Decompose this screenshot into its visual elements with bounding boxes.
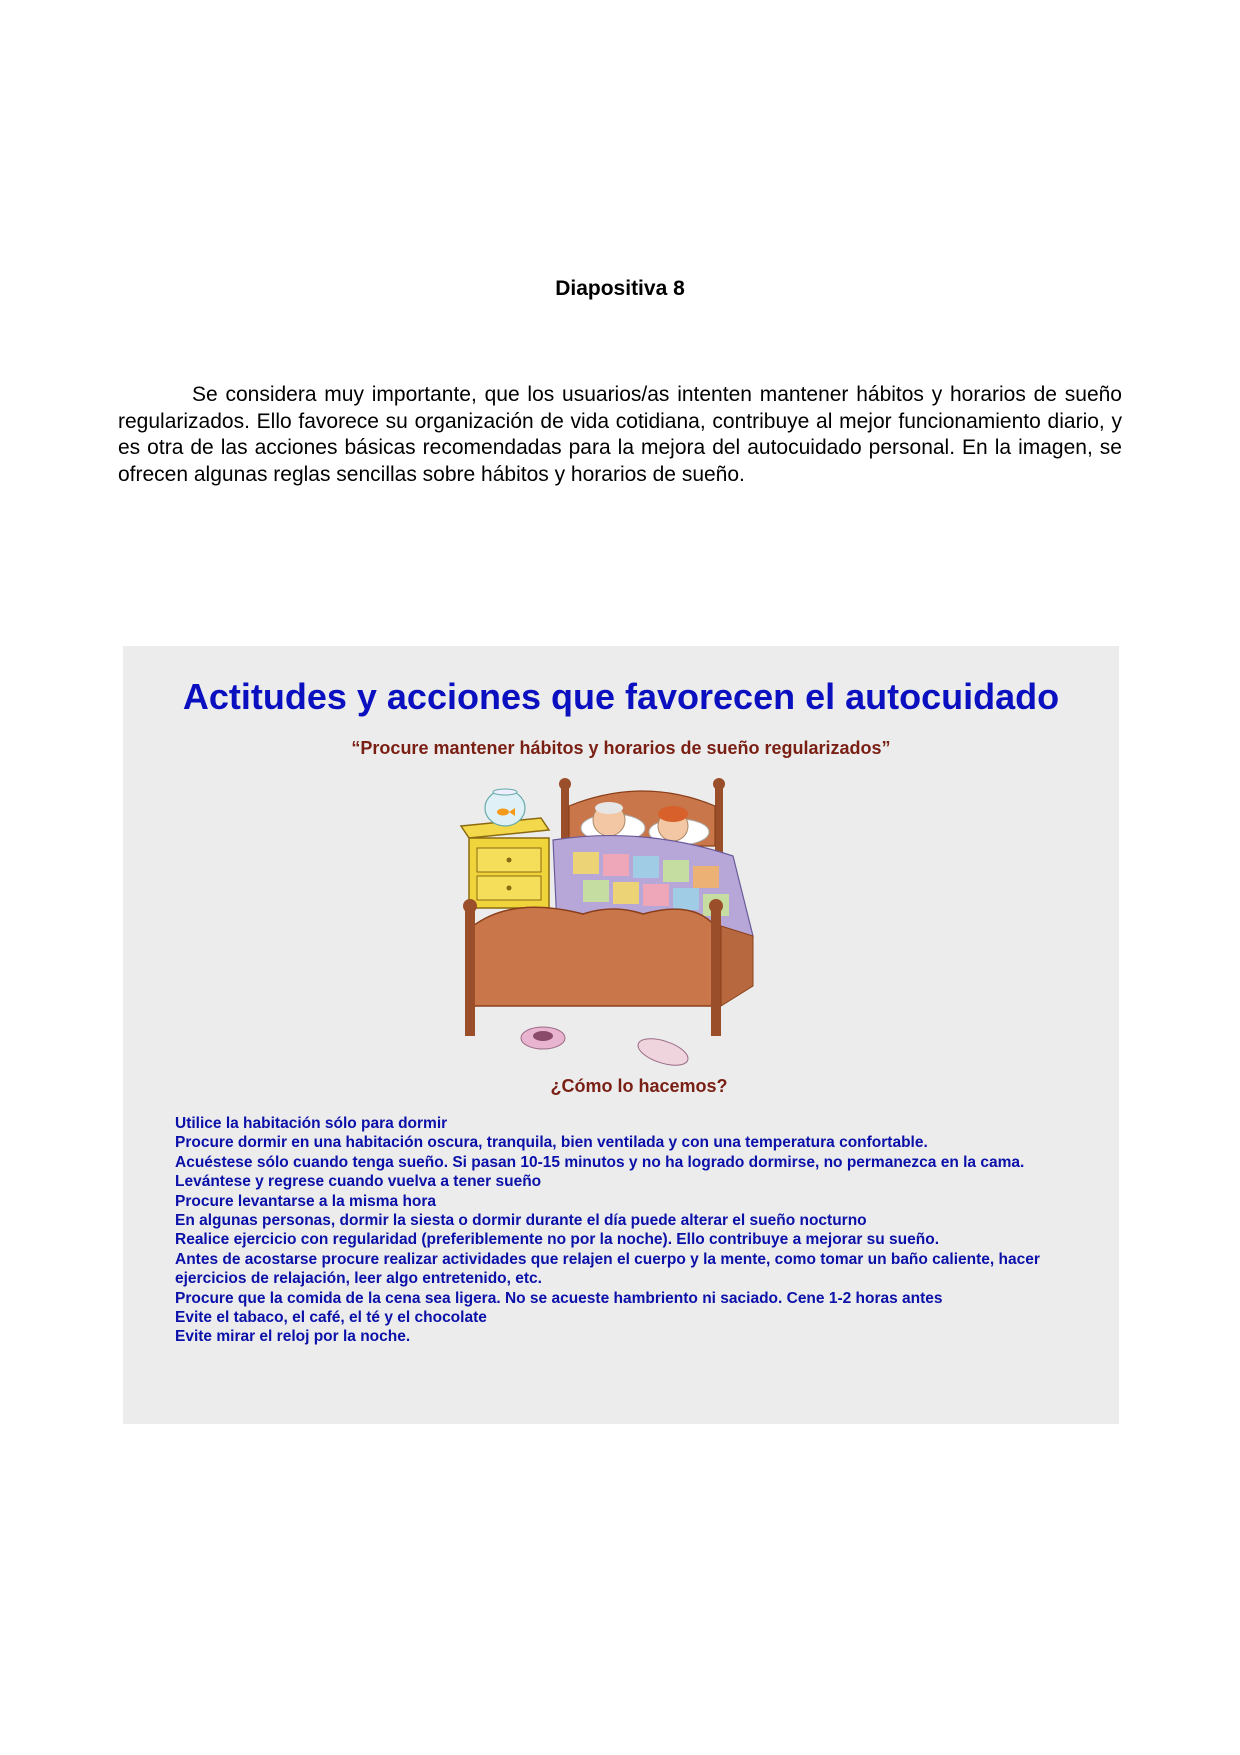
tip-item: Procure dormir en una habitación oscura, tranquila, bien ventilada y con una temperatura confortable. xyxy=(175,1134,928,1152)
footboard xyxy=(463,899,753,1036)
tip-item: En algunas personas, dormir la siesta o dormir durante el día puede alterar el sueño nocturno xyxy=(175,1212,867,1230)
tip-item: Procure que la comida de la cena sea ligera. No se acueste hambriento ni saciado. Cene 1-2 horas antes xyxy=(175,1289,943,1307)
how-heading: ¿Cómo lo hacemos? xyxy=(550,1076,728,1096)
slide-subtitle: “Procure mantener hábitos y horarios de sueño regularizados” xyxy=(351,738,891,758)
slide-title: Actitudes y acciones que favorecen el autocuidado xyxy=(182,676,1060,717)
tip-item: Antes de acostarse procure realizar actividades que relajen el cuerpo y la mente, como tomar un baño caliente, hacer ejercicios de relajación, leer algo entretenido, etc. xyxy=(175,1250,1040,1288)
slippers xyxy=(521,1027,691,1066)
intro-paragraph: Se considera muy importante, que los usuarios/as intenten mantener hábitos y horarios de sueño regularizados. Ello favorece su organización de vida cotidiana, contribuye al mejor funcionamiento diario, y es otra de las acciones básicas recomendadas para la mejora del autocuidado personal. En la imagen, se ofrecen algunas reglas sencillas sobre hábitos y horarios de sueño. xyxy=(118,383,1122,486)
page-heading: Diapositiva 8 xyxy=(555,277,685,300)
nightstand xyxy=(461,818,549,908)
fishbowl xyxy=(485,789,525,826)
tip-item: Levántese y regrese cuando vuelva a tener sueño xyxy=(175,1173,542,1191)
tip-item: Realice ejercicio con regularidad (preferiblemente no por la noche). Ello contribuye a mejorar su sueño. xyxy=(175,1231,940,1249)
tip-item: Procure levantarse a la misma hora xyxy=(175,1192,437,1210)
tips-list xyxy=(175,1114,1095,1347)
slide-panel xyxy=(123,646,1119,1424)
sleeping-couple-bed-illustration xyxy=(453,776,763,1066)
tip-item: Acuéstese sólo cuando tenga sueño. Si pasan 10-15 minutos y no ha logrado dormirse, no permanezca en la cama. xyxy=(175,1153,1025,1171)
tip-item: Utilice la habitación sólo para dormir xyxy=(175,1115,448,1132)
tip-item: Evite el tabaco, el café, el té y el chocolate xyxy=(175,1309,487,1327)
tip-item: Evite mirar el reloj por la noche. xyxy=(175,1328,411,1346)
